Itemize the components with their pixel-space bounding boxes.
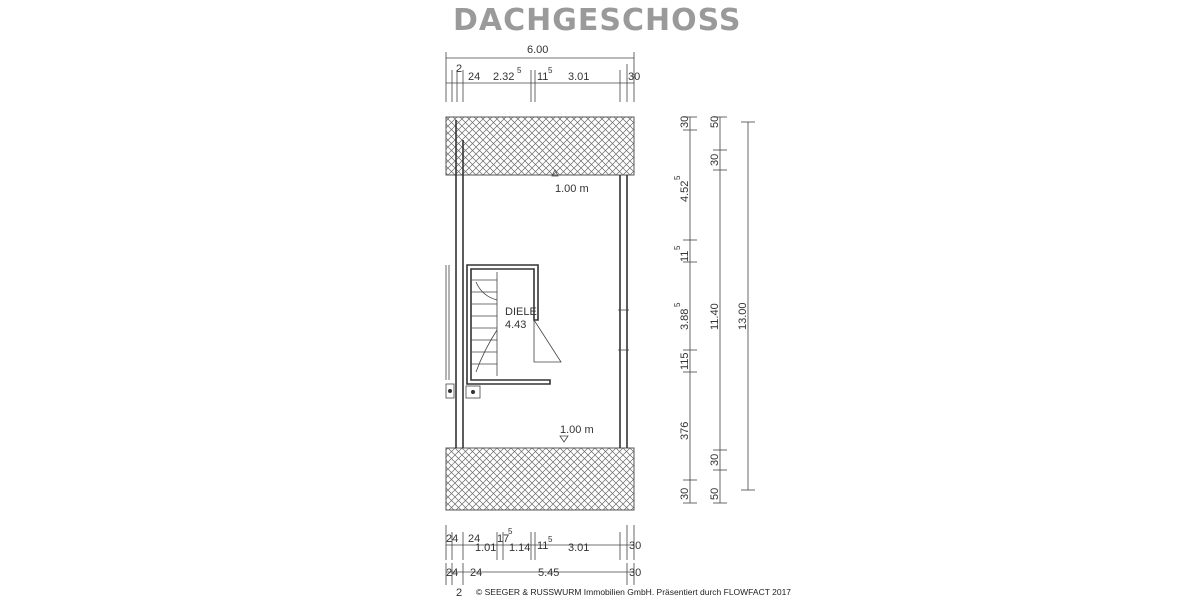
- svg-text:11: 11: [537, 71, 549, 83]
- svg-text:30: 30: [679, 115, 691, 128]
- svg-text:30: 30: [709, 453, 721, 466]
- svg-text:1.01: 1.01: [475, 542, 497, 554]
- svg-text:24: 24: [468, 533, 481, 545]
- svg-text:17: 17: [497, 533, 510, 545]
- svg-text:50: 50: [709, 487, 721, 500]
- svg-text:5: 5: [673, 245, 682, 250]
- svg-text:30: 30: [709, 153, 721, 166]
- svg-text:24: 24: [468, 71, 481, 83]
- room-name: DIELE: [505, 306, 537, 318]
- svg-text:24: 24: [446, 567, 459, 579]
- svg-text:2.32: 2.32: [493, 71, 515, 83]
- dim-overall-width: 6.00: [527, 44, 549, 56]
- svg-text:5: 5: [548, 66, 553, 75]
- svg-text:2: 2: [456, 587, 463, 599]
- svg-text:24: 24: [446, 533, 459, 545]
- svg-text:1.14: 1.14: [509, 542, 531, 554]
- svg-text:115: 115: [679, 352, 691, 370]
- svg-text:30: 30: [629, 567, 642, 579]
- svg-text:24: 24: [470, 567, 483, 579]
- height-marker-bottom: 1.00 m: [560, 424, 594, 436]
- svg-text:13.00: 13.00: [737, 302, 749, 330]
- plan-body: [446, 117, 634, 510]
- svg-text:5: 5: [548, 535, 553, 544]
- svg-text:3.01: 3.01: [568, 542, 590, 554]
- svg-text:2: 2: [456, 63, 463, 75]
- svg-text:5: 5: [508, 527, 513, 536]
- svg-text:30: 30: [628, 71, 641, 83]
- svg-text:11.40: 11.40: [709, 303, 721, 330]
- svg-text:376: 376: [679, 421, 691, 440]
- roof-hatch-top: [446, 117, 634, 175]
- svg-text:30: 30: [679, 487, 691, 500]
- svg-text:5: 5: [517, 66, 522, 75]
- svg-text:5: 5: [673, 175, 682, 180]
- svg-text:50: 50: [709, 115, 721, 128]
- svg-text:3.88: 3.88: [679, 308, 691, 330]
- plan-title: DACHGESCHOSS: [453, 3, 742, 38]
- svg-text:11: 11: [537, 540, 549, 552]
- svg-text:30: 30: [629, 540, 642, 552]
- svg-text:5.45: 5.45: [538, 567, 560, 579]
- right-dimension-chains: [673, 116, 755, 503]
- svg-text:4.52: 4.52: [679, 180, 691, 202]
- svg-text:3.01: 3.01: [568, 71, 590, 83]
- room-area: 4.43: [505, 319, 527, 331]
- top-dimension-chain: [446, 44, 640, 102]
- svg-text:5: 5: [673, 302, 682, 307]
- roof-hatch-bottom: [446, 448, 634, 510]
- svg-text:11: 11: [679, 250, 691, 262]
- height-marker-top: 1.00 m: [555, 183, 589, 195]
- copyright-notice: © SEEGER & RUSSWURM Immobilien GmbH. Präsentiert durch FLOWFACT 2017: [476, 587, 792, 597]
